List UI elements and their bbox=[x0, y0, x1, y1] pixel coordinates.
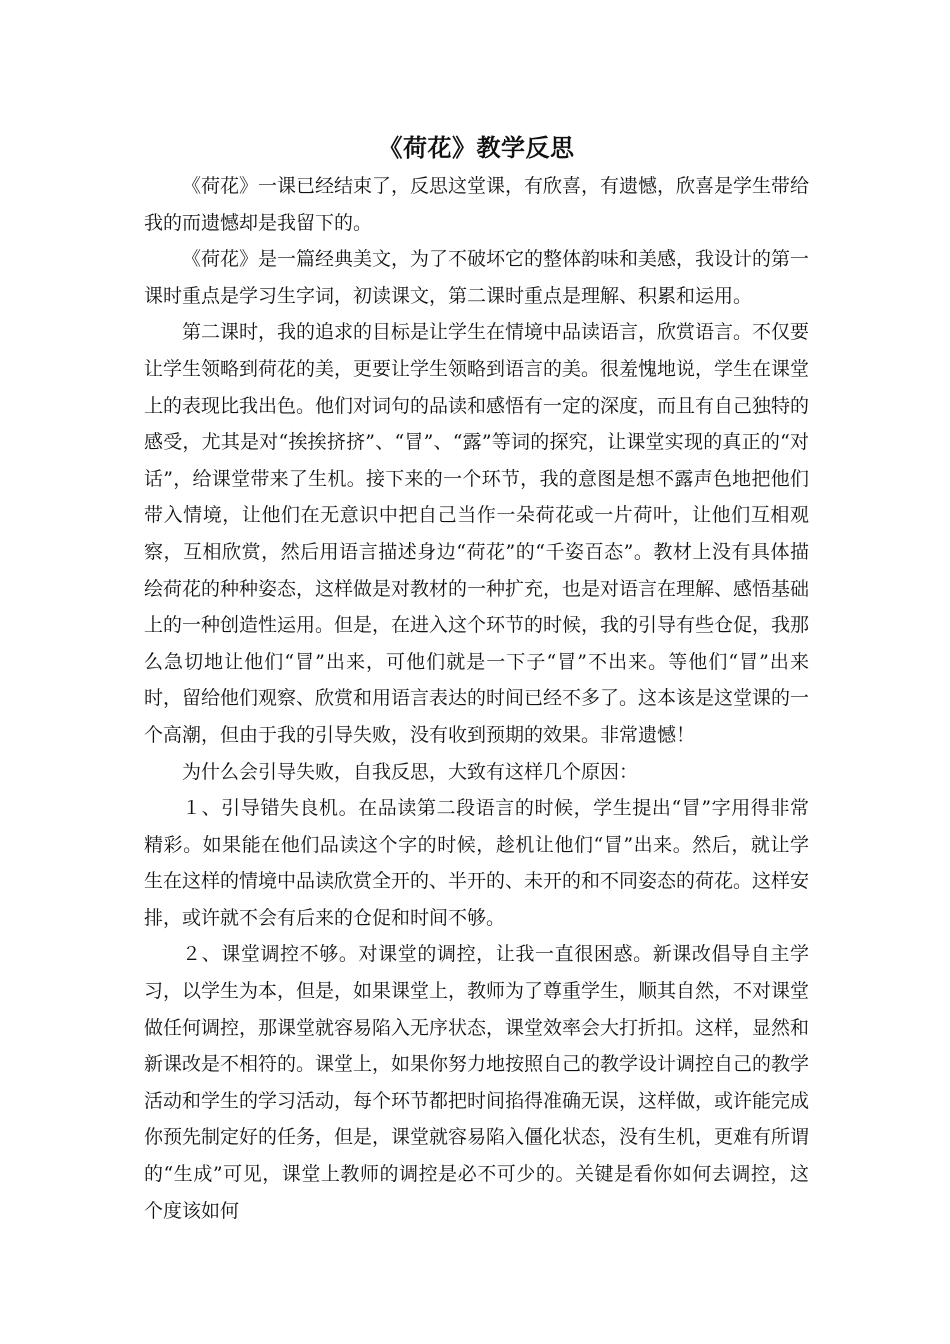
document-title: 《荷花》教学反思 bbox=[378, 134, 575, 162]
paragraph-intro: 《荷花》一课已经结束了，反思这堂课，有欣喜，有遗憾，欣喜是学生带给我的而遗憾却是我留下的。 bbox=[144, 175, 810, 234]
paragraph-reason-2: ２、课堂调控不够。对课堂的调控，让我一直很困惑。新课改倡导自主学习，以学生为本，但是，如果课堂上，教师为了尊重学生，顺其自然，不对课堂做任何调控，那课堂就容易陷入无序状态，课堂效率会大打折扣。这样，显然和新课改是不相符的。课堂上，如果你努力地按照自己的教学设计调控自己的教学活动和学生的学习活动，每个环节都把时间掐得准确无误，这样做，或许能完成你预先制定好的任务，但是，课堂就容易陷入僵化状态，没有生机，更难有所谓的“生成”可见，课堂上教师的调控是必不可少的。关键是看你如何去调控，这个度该如何 bbox=[144, 943, 810, 1222]
paragraph-reasons-intro: 为什么会引导失败，自我反思，大致有这样几个原因： bbox=[182, 760, 639, 783]
paragraph-second-lesson: 第二课时，我的追求的目标是让学生在情境中品读语言，欣赏语言。不仅要让学生领略到荷花的美，更要让学生领略到语言的美。很羞愧地说，学生在课堂上的表现比我出色。他们对词句的品读和感悟有一定的深度，而且有自己独特的感受，尤其是对“挨挨挤挤”、“冒”、“露”等词的探究，让课堂实现的真正的“对话”，给课堂带来了生机。接下来的一个环节，我的意图是想不露声色地把他们带入情境，让他们在无意识中把自己当作一朵荷花或一片荷叶，让他们互相观察，互相欣赏，然后用语言描述身边“荷花”的“千姿百态”。教材上没有具体描绘荷花的种种姿态，这样做是对教材的一种扩充，也是对语言在理解、感悟基础上的一种创造性运用。但是，在进入这个环节的时候，我的引导有些仓促，我那么急切地让他们“冒”出来，可他们就是一下子“冒”不出来。等他们“冒”出来时，留给他们观察、欣赏和用语言表达的时间已经不多了。这本该是这堂课的一个高潮，但由于我的引导失败，没有收到预期的效果。非常遗憾！ bbox=[144, 321, 810, 746]
document-body bbox=[144, 128, 809, 1229]
paragraph-reason-1: １、引导错失良机。在品读第二段语言的时候，学生提出“冒”字用得非常精彩。如果能在他们品读这个字的时候，趁机让他们“冒”出来。然后，就让学生在这样的情境中品读欣赏全开的、半开的、未开的和不同姿态的荷花。这样安排，或许就不会有后来的仓促和时间不够。 bbox=[144, 797, 810, 929]
paragraph-lesson-plan: 《荷花》是一篇经典美文，为了不破坏它的整体韵味和美感，我设计的第一课时重点是学习生字词，初读课文，第二课时重点是理解、积累和运用。 bbox=[144, 248, 810, 307]
